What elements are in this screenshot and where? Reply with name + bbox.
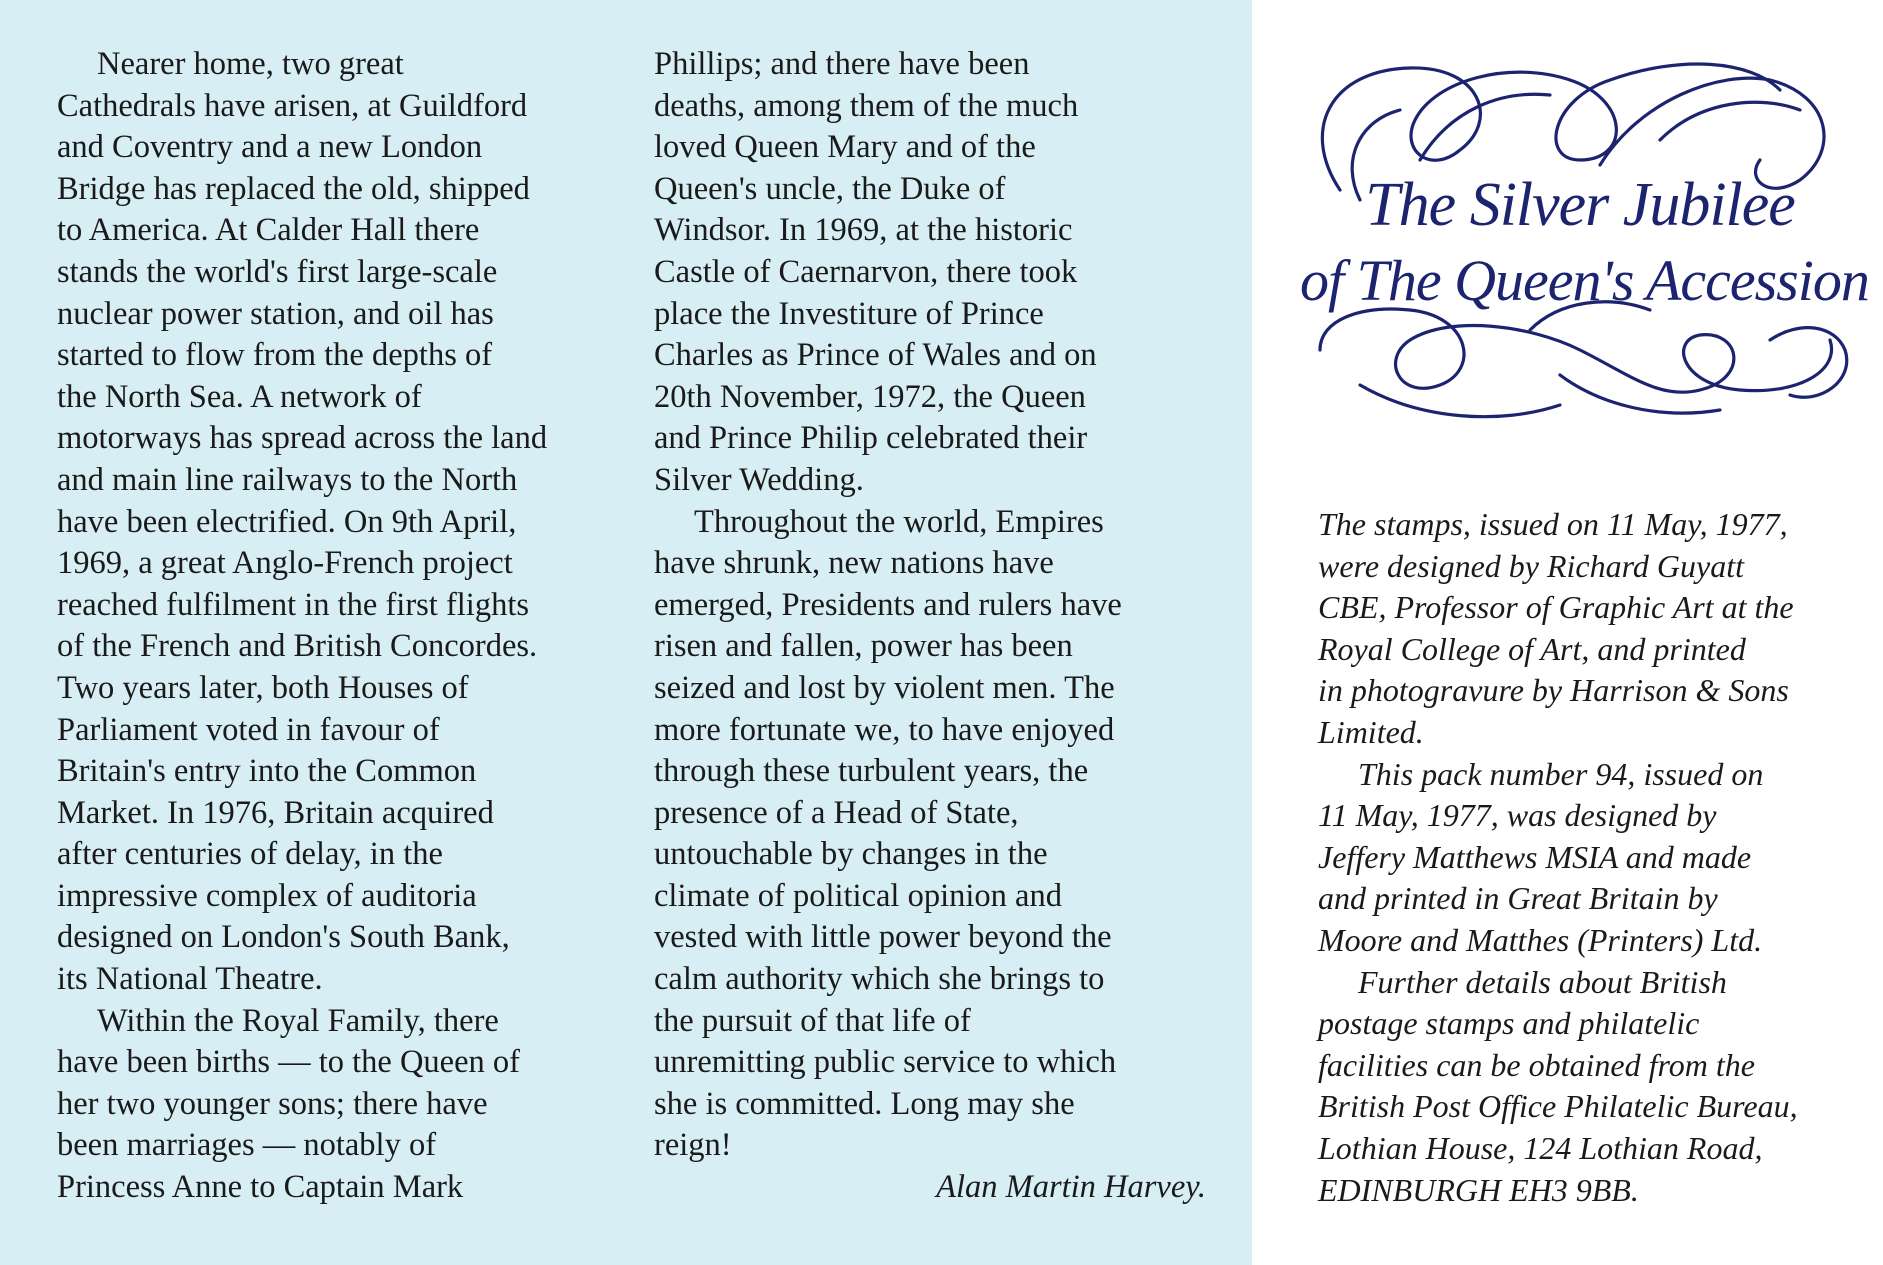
article-line: Two years later, both Houses of [57,669,469,706]
article-line: impressive complex of auditoria [57,877,477,914]
credit-line: Lothian House, 124 Lothian Road, [1318,1129,1763,1166]
article-line: and main line railways to the North [57,461,518,498]
article-line: and Prince Philip celebrated their [654,420,1088,457]
article-line: more fortunate we, to have enjoyed [654,711,1115,748]
article-line: Bridge has replaced the old, shipped [57,170,530,207]
article-line: Within the Royal Family, there [97,1002,499,1039]
article-line: climate of political opinion and [654,877,1062,914]
article-line: designed on London's South Bank, [57,919,510,956]
article-line: to America. At Calder Hall there [57,212,480,249]
article-line: vested with little power beyond the [654,919,1112,956]
article-line: after centuries of delay, in the [57,836,443,873]
article-line: Parliament voted in favour of [57,711,440,748]
article-line: reached fulfilment in the first flights [57,586,530,623]
article-line: Princess Anne to Captain Mark [57,1169,464,1206]
article-line: motorways has spread across the land [57,420,548,457]
article-line: through these turbulent years, the [654,753,1089,790]
article-line: Cathedrals have arisen, at Guildford [57,87,528,124]
article-line: Britain's entry into the Common [57,753,477,790]
credit-line: This pack number 94, issued on [1358,755,1764,792]
credit-line: Moore and Matthes (Printers) Ltd. [1318,921,1763,958]
article-line: Queen's uncle, the Duke of [654,170,1006,207]
article-line: have been births — to the Queen of [57,1044,520,1081]
credit-line: were designed by Richard Guyatt [1318,547,1744,584]
credit-line: Royal College of Art, and printed [1318,630,1746,667]
credit-line: and printed in Great Britain by [1318,880,1718,917]
article-line: emerged, Presidents and rulers have [654,586,1122,623]
article-line: untouchable by changes in the [654,836,1048,873]
article-line: her two younger sons; there have [57,1085,488,1122]
article-line: of the French and British Concordes. [57,628,538,665]
article-line: stands the world's first large-scale [57,253,498,290]
article-line: presence of a Head of State, [654,794,1019,831]
article-line: been marriages — notably of [57,1127,437,1164]
article-line: have been electrified. On 9th April, [57,503,517,540]
article-line: Windsor. In 1969, at the historic [654,212,1073,249]
article-line: 1969, a great Anglo-French project [57,545,513,582]
article-line: Nearer home, two great [97,46,404,82]
author-signature: Alan Martin Harvey. [936,1169,1206,1206]
title-line-2: of The Queen's Accession [1300,248,1869,313]
credit-line: EDINBURGH EH3 9BB. [1318,1171,1639,1208]
article-line: Phillips; and there have been [654,46,1030,82]
article-line: place the Investiture of Prince [654,295,1044,332]
credit-line: Jeffery Matthews MSIA and made [1318,838,1752,875]
credit-line: Limited. [1318,713,1424,750]
credit-line: facilities can be obtained from the [1318,1046,1755,1083]
article-line: Castle of Caernarvon, there took [654,253,1078,290]
credit-line: The stamps, issued on 11 May, 1977, [1318,506,1788,542]
article-line: seized and lost by violent men. The [654,669,1115,706]
article-line: deaths, among them of the much [654,87,1079,124]
article-line: calm authority which she brings to [654,961,1105,998]
article-line: loved Queen Mary and of the [654,129,1036,166]
article-line: unremitting public service to which [654,1044,1117,1081]
article-line: have shrunk, new nations have [654,545,1054,582]
article-line: the North Sea. A network of [57,378,422,415]
pack-credits [1318,504,1868,1211]
article-line: its National Theatre. [57,961,323,998]
article-column-1 [57,44,617,1209]
credit-line: in photogravure by Harrison & Sons [1318,672,1789,709]
article-line: nuclear power station, and oil has [57,295,494,332]
article-line: reign! [654,1127,732,1164]
article-line: the pursuit of that life of [654,1002,971,1039]
article-line: started to flow from the depths of [57,337,493,374]
credit-line: Further details about British [1358,963,1727,1000]
article-line: Charles as Prince of Wales and on [654,337,1097,374]
article-line: 20th November, 1972, the Queen [654,378,1086,415]
credit-line: 11 May, 1977, was designed by [1318,797,1717,834]
article-line: Throughout the world, Empires [694,503,1104,540]
calligraphic-title [1300,40,1869,460]
credit-line: British Post Office Philatelic Bureau, [1318,1088,1798,1125]
article-column-2 [654,44,1214,1209]
article-line: Market. In 1976, Britain acquired [57,794,494,831]
article-line: she is committed. Long may she [654,1085,1075,1122]
article-line: and Coventry and a new London [57,129,483,166]
article-line: risen and fallen, power has been [654,628,1073,665]
article-line: Silver Wedding. [654,461,864,498]
credit-line: CBE, Professor of Graphic Art at the [1318,589,1794,626]
title-line-1: The Silver Jubilee [1365,171,1795,239]
credit-line: postage stamps and philatelic [1318,1005,1700,1042]
